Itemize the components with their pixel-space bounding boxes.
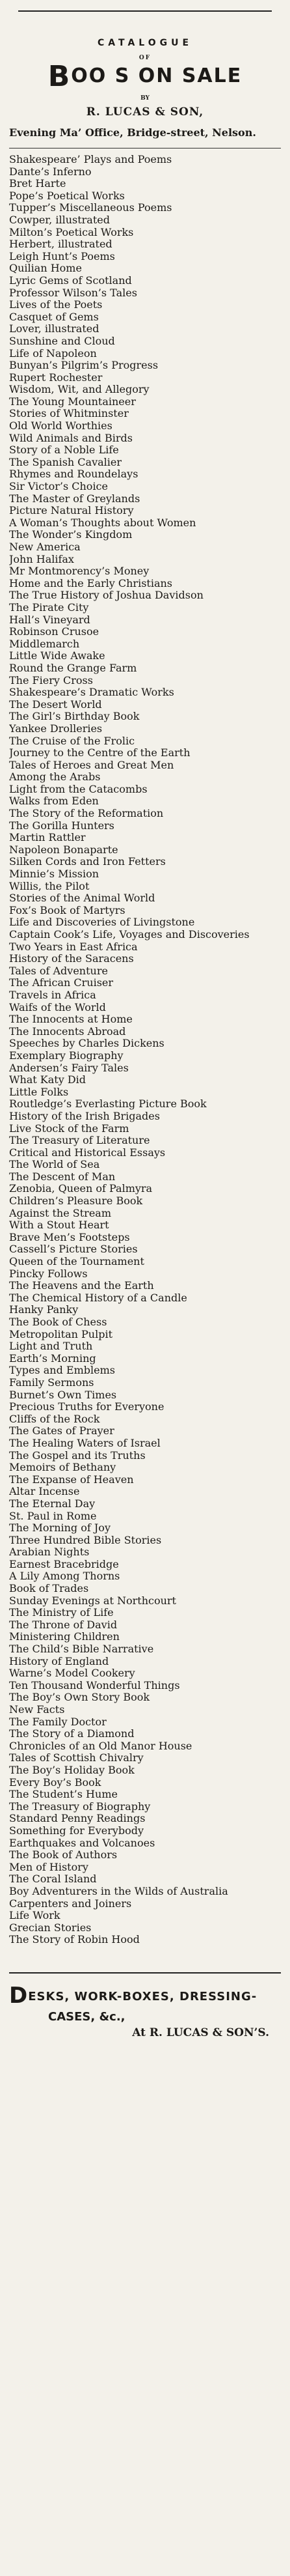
book-list-item: Willis, the Pilot xyxy=(9,880,90,892)
book-list-item: Grecian Stories xyxy=(9,1921,92,1934)
book-list-item: The Gates of Prayer xyxy=(9,1425,114,1437)
book-list-item: Journey to the Centre of the Earth xyxy=(9,747,191,759)
book-list-item: Little Folks xyxy=(9,1086,69,1098)
book-list-item: Live Stock of the Farm xyxy=(9,1122,129,1135)
book-list-item: The Descent of Man xyxy=(9,1170,116,1183)
footer-line-3: At R. LUCAS & SON’S. xyxy=(132,2026,269,2039)
book-list-item: Standard Penny Readings xyxy=(9,1813,146,1825)
book-list-item: Yankee Drolleries xyxy=(9,722,103,735)
book-list-item: Herbert, illustrated xyxy=(9,238,112,251)
book-list-item: Something for Everybody xyxy=(9,1824,144,1837)
book-list-item: The Gorilla Hunters xyxy=(9,819,114,832)
book-list-item: Ten Thousand Wonderful Things xyxy=(9,1679,180,1691)
book-list-item: Shakespeare’s Dramatic Works xyxy=(9,686,174,699)
book-list-item: Mr Montmorency’s Money xyxy=(9,565,150,578)
book-list-item: New America xyxy=(9,541,81,553)
book-list-item: Sir Victor’s Choice xyxy=(9,481,108,493)
book-list-item: Lives of the Poets xyxy=(9,299,103,311)
book-list-item: Speeches by Charles Dickens xyxy=(9,1038,165,1050)
book-list-item: Travels in Africa xyxy=(9,989,96,1001)
book-list-item: Among the Arabs xyxy=(9,771,101,784)
book-list-item: Wild Animals and Birds xyxy=(9,432,133,444)
book-list-item: Earthquakes and Volcanoes xyxy=(9,1837,155,1849)
book-list-item: History of the Saracens xyxy=(9,953,134,965)
book-list-item: The Cruise of the Frolic xyxy=(9,735,135,747)
book-list-item: Leigh Hunt’s Poems xyxy=(9,250,115,262)
catalogue-heading: CATALOGUE xyxy=(97,38,193,48)
book-list-item: Zenobia, Queen of Palmyra xyxy=(9,1183,153,1195)
book-list-item: Lover, illustrated xyxy=(9,323,99,335)
book-list-item: The Innocents at Home xyxy=(9,1013,133,1026)
book-list-item: Fox’s Book of Martyrs xyxy=(9,904,125,916)
book-list-item: Every Boy’s Book xyxy=(9,1776,101,1789)
footer-line-1 xyxy=(9,1983,281,2009)
book-list-item: The Throne of David xyxy=(9,1619,118,1631)
footer-line-1-rest: ESKS, WORK-BOXES, DRESSING- xyxy=(28,1989,257,2003)
books-on-sale-heading xyxy=(9,60,281,93)
bottom-rule xyxy=(9,1972,281,1974)
book-list-item: Rupert Rochester xyxy=(9,371,103,384)
book-list-item: Life of Napoleon xyxy=(9,347,97,360)
book-list-item: Waifs of the World xyxy=(9,1001,106,1013)
book-list-item: Old World Worthies xyxy=(9,420,112,432)
publisher-name: R. LUCAS & SON, xyxy=(86,106,204,119)
book-list-item: The Story of a Diamond xyxy=(9,1728,135,1740)
book-list-item: The Ministry of Life xyxy=(9,1607,114,1619)
book-list-item: Napoleon Bonaparte xyxy=(9,843,118,856)
book-list-item: The Story of Robin Hood xyxy=(9,1934,140,1946)
newspaper-column xyxy=(0,10,290,2576)
book-list-item: Burnet’s Own Times xyxy=(9,1389,117,1401)
book-list-item: Earnest Bracebridge xyxy=(9,1558,119,1570)
book-list-item: Home and the Early Christians xyxy=(9,577,173,589)
book-list-item: Children’s Pleasure Book xyxy=(9,1195,143,1208)
book-list-item: Bret Harte xyxy=(9,178,66,190)
book-list-item: Two Years in East Africa xyxy=(9,941,138,953)
drop-cap-b: B xyxy=(47,60,72,93)
book-list-item: Wisdom, Wit, and Allegory xyxy=(9,384,150,396)
book-list-item: Routledge’s Everlasting Picture Book xyxy=(9,1098,207,1111)
book-list-item: Robinson Crusoe xyxy=(9,626,99,638)
book-list-item: Andersen’s Fairy Tales xyxy=(9,1062,129,1074)
book-list-item: Warne’s Model Cookery xyxy=(9,1667,135,1680)
book-list-item: Pincky Follows xyxy=(9,1267,88,1280)
book-list-item: The Treasury of Biography xyxy=(9,1800,151,1813)
book-list-item: The True History of Joshua Davidson xyxy=(9,589,204,602)
book-list-item: Silken Cords and Iron Fetters xyxy=(9,856,166,868)
book-list-item: A Lily Among Thorns xyxy=(9,1570,120,1583)
book-list-item: Sunshine and Cloud xyxy=(9,335,115,347)
book-list-item: The Girl’s Birthday Book xyxy=(9,711,140,723)
book-list-item: Against the Stream xyxy=(9,1207,111,1219)
book-list-item: The Healing Waters of Israel xyxy=(9,1437,161,1449)
book-list-item: Professor Wilson’s Tales xyxy=(9,287,137,299)
books-heading-rest: OO S ON SALE xyxy=(71,64,243,87)
book-list-item: The African Cruiser xyxy=(9,977,114,989)
book-list-item: The Master of Greylands xyxy=(9,492,140,505)
book-list-item: Tales of Heroes and Great Men xyxy=(9,759,174,771)
book-list-item: A Woman’s Thoughts about Women xyxy=(9,517,196,529)
book-list-item: Minnie’s Mission xyxy=(9,868,99,881)
book-list-item: The Heavens and the Earth xyxy=(9,1280,154,1292)
book-list-item: Book of Trades xyxy=(9,1583,89,1595)
book-list-item: Shakespeare’ Plays and Poems xyxy=(9,154,172,165)
book-list-item: Casquet of Gems xyxy=(9,311,99,323)
book-list-item: Tales of Adventure xyxy=(9,965,108,977)
book-list-item: Life and Discoveries of Livingstone xyxy=(9,916,195,929)
book-list-item: The Morning of Joy xyxy=(9,1522,111,1535)
book-list-item: Carpenters and Joiners xyxy=(9,1897,132,1910)
book-list-item: The Wonder’s Kingdom xyxy=(9,529,133,541)
book-list-item: The Fiery Cross xyxy=(9,674,93,686)
book-list-item: The Chemical History of a Candle xyxy=(9,1292,187,1304)
book-list-item: Quilian Home xyxy=(9,262,82,275)
of-label: OF xyxy=(138,55,152,61)
book-list-item: The Gospel and its Truths xyxy=(9,1449,146,1462)
book-list-item: Altar Incense xyxy=(9,1486,80,1498)
book-list-item: St. Paul in Rome xyxy=(9,1510,97,1522)
book-list-item: The Innocents Abroad xyxy=(9,1025,126,1038)
book-list-item: Middlemarch xyxy=(9,638,80,650)
book-list-item: Boy Adventurers in the Wilds of Australia xyxy=(9,1885,228,1897)
by-label: BY xyxy=(140,95,150,102)
book-list-item: Cassell’s Picture Stories xyxy=(9,1243,138,1256)
book-list-item: Walks from Eden xyxy=(9,795,99,808)
book-list-item: Earth’s Morning xyxy=(9,1352,96,1365)
book-list-item: Stories of Whitminster xyxy=(9,408,129,420)
top-rule xyxy=(18,10,272,12)
book-list-item: Bunyan’s Pilgrim’s Progress xyxy=(9,360,159,372)
book-list-item: Hall’s Vineyard xyxy=(9,614,90,626)
book-list-item: Cliffs of the Rock xyxy=(9,1413,100,1425)
book-list-item: Light and Truth xyxy=(9,1340,93,1353)
book-list-item: The Story of the Reformation xyxy=(9,808,164,820)
book-list-item: Lyric Gems of Scotland xyxy=(9,274,132,287)
book-list-item: Chronicles of an Old Manor House xyxy=(9,1740,192,1752)
drop-cap-d: D xyxy=(9,1982,29,2009)
book-list-item: Hanky Panky xyxy=(9,1304,79,1316)
book-list xyxy=(9,154,281,1946)
book-list-item: Story of a Noble Life xyxy=(9,444,119,457)
book-list-item: Ministering Children xyxy=(9,1631,120,1643)
book-list-item: Rhymes and Roundelays xyxy=(9,468,138,481)
book-list-item: Family Sermons xyxy=(9,1376,94,1389)
book-list-item: Sunday Evenings at Northcourt xyxy=(9,1594,176,1607)
book-list-item: Three Hundred Bible Stories xyxy=(9,1534,162,1546)
book-list-item: Picture Natural History xyxy=(9,505,134,517)
book-list-item: Brave Men’s Footsteps xyxy=(9,1231,130,1243)
book-list-item: John Halifax xyxy=(9,553,74,565)
book-list-item: New Facts xyxy=(9,1704,65,1716)
book-list-item: The Boy’s Own Story Book xyxy=(9,1691,150,1704)
book-list-item: Arabian Nights xyxy=(9,1546,90,1559)
book-list-item: Memoirs of Bethany xyxy=(9,1462,116,1474)
book-list-item: The Boy’s Holiday Book xyxy=(9,1764,135,1776)
book-list-item: Little Wide Awake xyxy=(9,650,105,662)
book-list-item: The Spanish Cavalier xyxy=(9,456,122,468)
book-list-item: Dante’s Inferno xyxy=(9,165,92,178)
book-list-item: The Desert World xyxy=(9,698,102,711)
header-rule xyxy=(9,148,281,149)
book-list-item: The Family Doctor xyxy=(9,1716,107,1728)
book-list-item: Life Work xyxy=(9,1910,60,1922)
book-list-item: Tales of Scottish Chivalry xyxy=(9,1752,144,1764)
book-list-item: Exemplary Biography xyxy=(9,1049,124,1062)
book-list-item: Light from the Catacombs xyxy=(9,783,148,795)
book-list-item: The Eternal Day xyxy=(9,1497,96,1510)
book-list-item: Martin Rattler xyxy=(9,832,86,844)
book-list-item: The Book of Chess xyxy=(9,1316,107,1328)
book-list-item: With a Stout Heart xyxy=(9,1219,109,1232)
book-list-item: The Book of Authors xyxy=(9,1849,118,1861)
publisher-address: Evening Ma’ Office, Bridge-street, Nelson. xyxy=(9,126,256,139)
book-list-item: Tupper’s Miscellaneous Poems xyxy=(9,202,172,214)
book-list-item: Men of History xyxy=(9,1861,88,1873)
book-list-item: Queen of the Tournament xyxy=(9,1256,144,1268)
book-list-item: Round the Grange Farm xyxy=(9,662,137,674)
book-list-item: Types and Emblems xyxy=(9,1365,115,1377)
book-list-item: Cowper, illustrated xyxy=(9,214,110,226)
book-list-item: The Treasury of Literature xyxy=(9,1135,150,1147)
book-list-item: History of England xyxy=(9,1655,109,1667)
book-list-item: History of the Irish Brigades xyxy=(9,1110,160,1122)
book-list-item: The Expanse of Heaven xyxy=(9,1473,134,1486)
book-list-item: The Pirate City xyxy=(9,601,89,614)
book-list-item: The Student’s Hume xyxy=(9,1789,118,1801)
footer-advertisement xyxy=(9,1983,281,2039)
book-list-item: Captain Cook’s Life, Voyages and Discoveries xyxy=(9,929,250,941)
footer-line-2: CASES, &c., xyxy=(48,2009,125,2024)
book-list-item: The World of Sea xyxy=(9,1159,100,1171)
book-list-item: What Katy Did xyxy=(9,1074,86,1086)
book-list-item: Metropolitan Pulpit xyxy=(9,1328,113,1340)
book-list-item: Milton’s Poetical Works xyxy=(9,226,134,238)
book-list-item: The Child’s Bible Narrative xyxy=(9,1643,154,1656)
book-list-item: Stories of the Animal World xyxy=(9,892,155,905)
book-list-item: Critical and Historical Essays xyxy=(9,1146,166,1159)
book-list-item: Precious Truths for Everyone xyxy=(9,1401,165,1413)
book-list-item: Pope’s Poetical Works xyxy=(9,190,125,202)
book-list-item: The Young Mountaineer xyxy=(9,395,136,408)
book-list-item: The Coral Island xyxy=(9,1873,97,1886)
